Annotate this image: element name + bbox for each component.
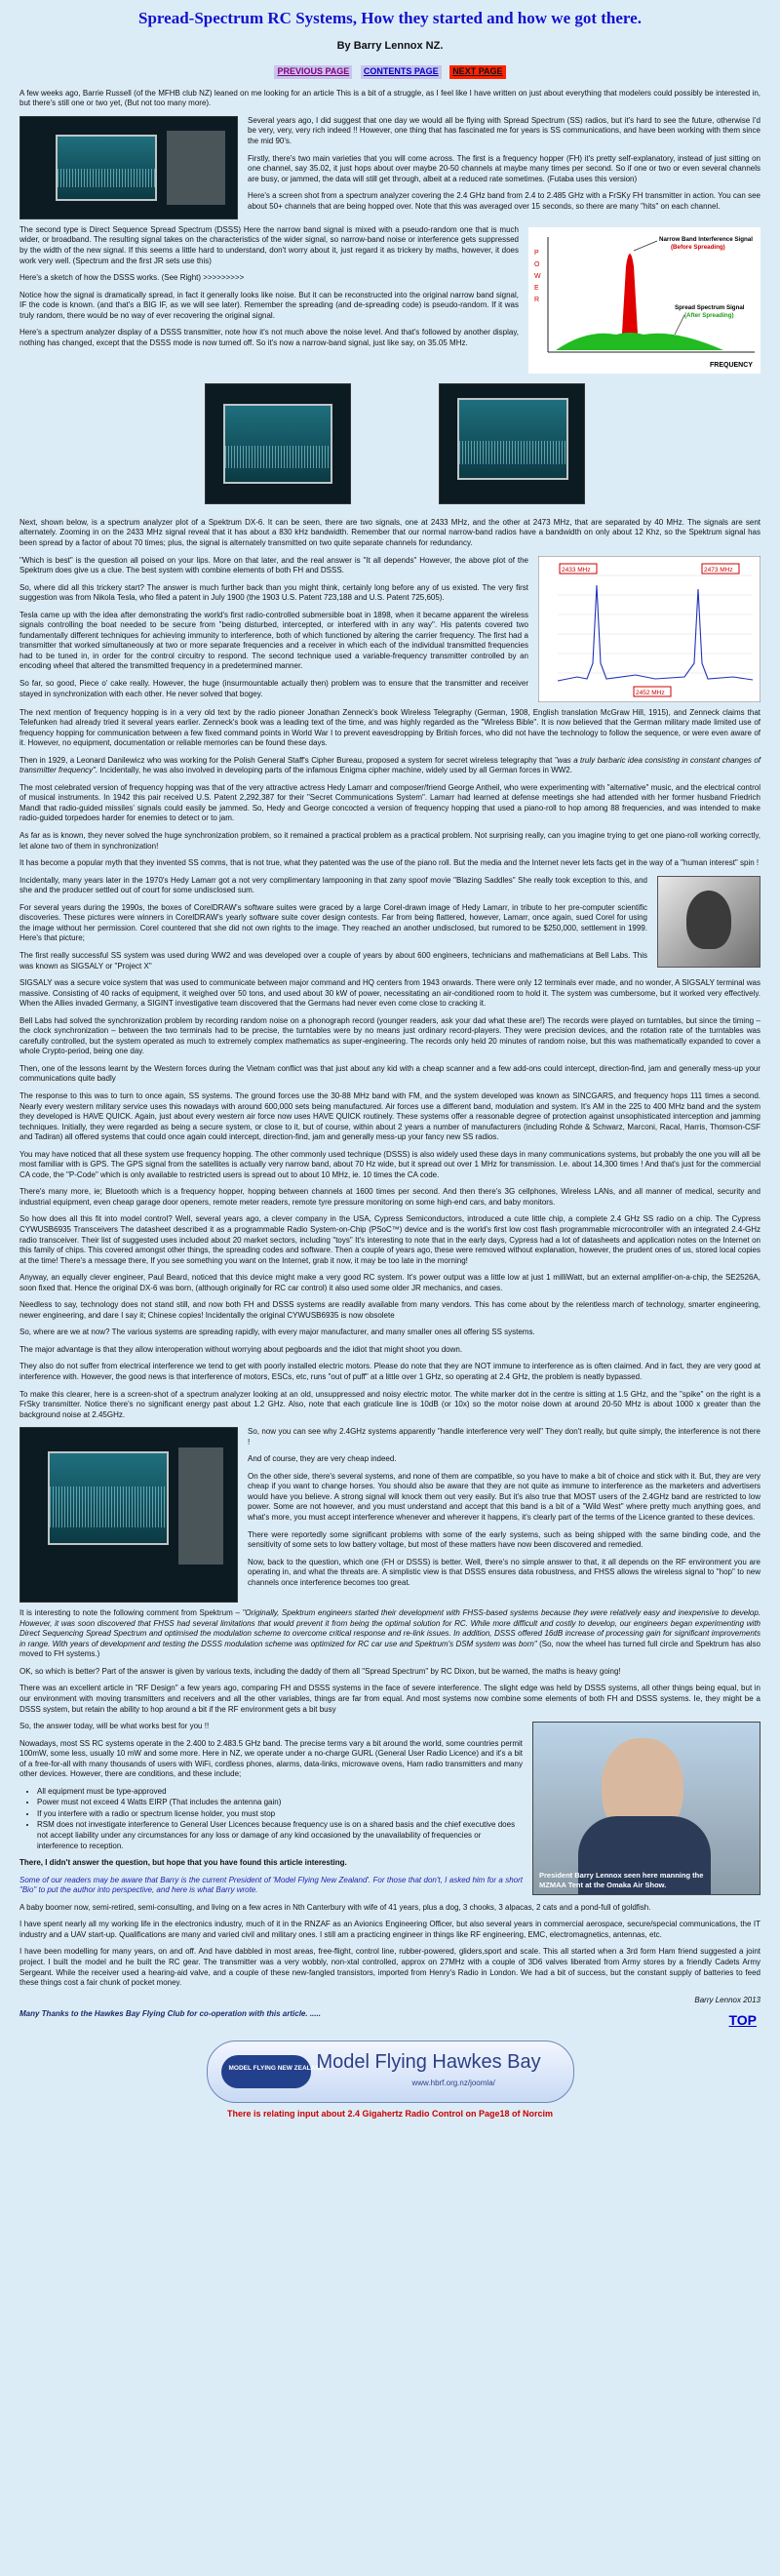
svg-text:E: E [534, 284, 539, 292]
paragraph: Bell Labs had solved the synchronization problem by recording random noise on a phonograph record (younger readers, ask your dad what these are!) The records were played on turntables, but since the timing – the clock synchronization – between the two terminals had to be precise, the turntables were by no means just ordinary record-players. They were precision devices, and the rotation rate of the turntables was carefully controlled, but the system operated as much to extremely complex mathematics as super-engineering. The records only held 20 minutes of random noise, but this was mathematically expanded to cover a whole Crypto-period, being one day. [20, 1015, 760, 1056]
list-item: • If you interfere with a radio or spectrum license holder, you must stop [37, 1809, 760, 1820]
paragraph: The major advantage is that they allow interoperation without worrying about pegboards and the idiot that might shoot you down. [20, 1344, 463, 1354]
paragraph: For several years during the 1990s, the boxes of CorelDRAW's software suites were graced by a large Corel-drawn image of Hedy Lamarr, in tribute to her pre-computer scientific discoveries. These pictures were winners in CorelDRAW's yearly software suite cover design contests. Far from being flattered, however, Lamarr, once again, sued Corel for using the image without her permission. Corel countered that she did not own rights to the image. They reached an another undisclosed, but rumored to be $250,000, settlement in 1999. Here's that picture; [20, 902, 647, 943]
paragraph: It has become a popular myth that they invented SS comms, that is not true, what they patented was the use of the piano roll. But the media and the Internet never lets facts get in the way of a "human interest" spin ! [20, 858, 760, 868]
paragraph: They also do not suffer from electrical interference we tend to get with poorly installed electric motors. Please do note that they are NOT immune to interference as is often claimed. And in fact, they are very good at interference with. However, the good news is that interference of motors, ESCs, etc, runs "out of puff" at a little over 1 GHz, so operating at 2.4 GHz, the problem is neatly bypassed. [20, 1362, 760, 1381]
paragraph: Then, one of the lessons learnt by the Western forces during the Vietnam conflict was that just about any kid with a cheap scanner and a few add-ons could intercept, direction-find, jam and generally mess-up your communications quite badly [20, 1063, 760, 1084]
paragraph: And of course, they are very cheap indeed. [248, 1454, 397, 1464]
footer-note: There is relating input about 2.4 Gigahertz Radio Control on Page18 of Norcim [226, 2109, 554, 2120]
paragraph-quote: "was a truly barbaric idea consisting in constant changes of transmitter frequency". [20, 755, 760, 775]
paragraph: I have been modelling for many years, on and off. And have dabbled in most areas, free-flight, control line, rubber-powered, gliders,sport and scale. This all started when a 3rd form Ham friend suggested a joint project. I built the model and he built the RC gear. The transmitter was a very wobbly, non-xtal controlled, approx on 27MHz with a couple of 3D6 valves liberated from Army stores by a friendly Cadets Army Sergeant. While the receiver used a hearing-aid valve, and a couple of these new-fangled transistors, imported from Henry's Radio in London. We had a bit of success, but the constant supply of batteries to feed these things cost a fair chunk of pocket money. [20, 1947, 760, 1988]
paragraph [20, 756, 760, 776]
signature: Barry Lennox 2013 [694, 1995, 760, 2004]
paragraph: Incidentally, many years later in the 1970's Hedy Lamarr got a not very complimentary lampooning in that zany spoof movie "Blazing Saddles" She really took exception to this, and she and the producer settled out of court for some undisclosed sum. [20, 875, 647, 895]
barry-lennox-photo [532, 1722, 760, 1895]
paragraph: As far as is known, they never solved the huge synchronization problem, so it remained a practical problem as a practical problem. Not surprising really, can you imagine trying to get one piano-roll working correctly, let alone two of them in synchronization! [20, 831, 760, 851]
motor-noise-photo [20, 1427, 238, 1603]
svg-text:O: O [534, 260, 540, 268]
marker-2452-label: 2452 MHz [636, 689, 665, 696]
banner-url: www.hbrf.org.nz/joomla/ [411, 2079, 495, 2088]
paragraph [20, 1608, 760, 1660]
paragraph: There were reportedly some significant problems with some of the early systems, such as being shipped with the same binding code, and the sensitivity of some sets to low battery voltage, but most of these matters have now been discovered and remedied. [248, 1529, 760, 1550]
paragraph: Notice how the signal is dramatically spread, in fact it generally looks like noise. But it can be reconstructed into the original narrow band signal, IF the code is known. (and that's a BIG IF, as we will see later). Remember the spreading (and de-spreading code) is pseudo-random. If it was truly random, there would be no way of ever recovering the original signal. [20, 290, 519, 320]
dsss-off-photo [439, 383, 585, 504]
paragraph: Next, shown below, is a spectrum analyzer plot of a Spektrum DX-6. It can be seen, there are two signals, one at 2433 MHz, and the other at 2473 MHz, that are separated by 40 MHz. The signals are sent alternately. Zooming in on the 2433 MHz signal reveal that it has about a 830 kHz bandwidth. Remember that our normal narrow-band radios have a bandwidth on only about 12 Khz, so the Spektrum signal has been spread by a factor of about 70 times; plus, the signal is alternately transmitted on two quite separate channels for redundancy. [20, 517, 760, 548]
photo-caption-2: MZMAA Tent at the Omaka Air Show. [539, 1881, 667, 1890]
paragraph: So, where are we at now? The various systems are spreading rapidly, with every major manufacturer, and many smaller ones all offering SS systems. [20, 1328, 535, 1337]
spektrum-quote: "Originally, Spektrum engineers started their development with FHSS-based systems because they were relatively easy and inexpensive to develop. However, it was soon discovered that FHSS had several limitations that would prevent it from being the optimal solution for RC. While more difficult and costly to develop, our engineers began experimenting with Direct Sequencing Spread Spectrum and optimised the modulation scheme to overcome critical response and re-link issues. In addition, DSSS offered 16dB increase of processing gain for significant improvements in range. With years of development and testing the DSSS modulation scheme was optimized for RC car use and Spektrum's DSM system was born" [20, 1608, 761, 1648]
paragraph: The next mention of frequency hopping is in a very old text by the radio pioneer Jonathan Zenneck's book Wireless Telegraphy (German, 1908, English translation McGraw Hill, 1915), and Zenneck claims that Telefunken had already tried it several years earlier. Zenneck's book was a leading text of the time, and was highly regarded as the "Wireless Bible". It is now believed that the German military made limited use of frequency hopping for communication between a few fixed command points in World War I to prevent eavesdropping by British forces, who did not have the technology to follow the sequence, or were even aware of it. However, no equipment, documentation or reliable memories can be found these days. [20, 707, 760, 748]
next-page-link[interactable]: NEXT PAGE [449, 65, 505, 79]
paragraph: OK, so which is better? Part of the answer is given by various texts, including the daddy of them all "Spread Spectrum" by RC Dixon, but be warned, the maths is heavy going! [20, 1666, 621, 1676]
paragraph: Tesla came up with the idea after demonstrating the world's first radio-controlled submersible boat in 1898, when it became apparent the wireless signals controlling the boat needed to be secure from "being disturbed, intercepted, or interfered with in any way". His patents covered two fundamentally different techniques for achieving immunity to interference, both of which functioned by altering the carrier frequency. The first had a transmitter that worked simultaneously at two or more separate frequencies and a receiver in which each of the individual transmitted frequencies had to be tuned in, in order for the control circuitry to respond. The second technique used a variable-frequency transmitter controlled by an encoding wheel that altered the transmitted frequency in a predetermined manner. [20, 610, 528, 671]
previous-page-link[interactable]: PREVIOUS PAGE [274, 65, 352, 79]
paragraph: Firstly, there's two main varieties that you will come across. The first is a frequency hopper (FH) it's pretty self-explanatory, instead of just sitting on one channel, say 35.02, it just hops about over maybe 20-50 channels at maybe many times per second. So if one or two or even several channels are busy, or jammed, the data will still get through, albeit at a reduced rate sometimes. (Futaba uses this version) [248, 153, 760, 183]
marker-2433-label: 2433 MHz [562, 566, 591, 574]
paragraph-text: Then in 1929, a Leonard Danilewicz who was working for the Polish General Staff's Cipher Bureau, proposed a system for secret wireless telegraphy that [20, 755, 553, 765]
list-item: • All equipment must be type-approved [37, 1787, 760, 1798]
svg-text:P: P [534, 249, 539, 257]
page-title: Spread-Spectrum RC Systems, How they started and how we got there. [138, 9, 642, 27]
frequency-axis-label: FREQUENCY [710, 361, 753, 369]
paragraph-text: Incidentally, he was also involved in developing parts of the infamous Enigma cipher machine, widely used by all German forces in WW2. [99, 766, 572, 775]
paragraph: Here's a spectrum analyzer display of a DSSS transmitter, note how it's not much above the noise level. And that's followed by another display, nothing has changed, except that the DSSS mode is now turned off. So it's now a narrow-band signal, just like say, on 35.05 MHz. [20, 328, 519, 347]
banner-title: Model Flying Hawkes Bay [316, 2051, 541, 2074]
paragraph: The most celebrated version of frequency hopping was that of the very attractive actress Hedy Lamarr and composer/friend George Antheil, who were experimenting with "alternative" music, and the electrical control of musical instruments. In 1942 this pair received U.S. Patent 2,292,387 for their "Secret Communications System". Lamarr had learned at defense meetings she had attended with her former husband Friedrich Mandl that radio-guided missiles' signals could easily be jammed. So, Hedy and George concocted a version of frequency hopping that used a piano-roll to hop among 88 frequencies, and was intended to make radio-guided torpedoes harder for enemies to detect or to jam. [20, 782, 760, 823]
paragraph: To make this clearer, here is a screen-shot of a spectrum analyzer looking at an old, unsuppressed and noisy electric motor. The white marker dot in the centre is sitting at 1.5 GHz, and the "spike" on the right is a FrSky transmitter. Notice there's no significant energy past about 1.2 GHz. Also, note that each graticule line is 10dB (or 10x) so the motor noise down at around 20-50 MHz is about 1000 x greater than the background noise at 2.45GHz. [20, 1389, 760, 1419]
paragraph: So how does all this fit into model control? Well, several years ago, a clever company in the USA, Cypress Semiconductors, introduced a cute little chip, a complete 2.4 GHz SS radio on a chip. The Cypress CYWUSB6935 Transceivers The datasheet described it as a programmable Radio System-on-Chip (PSoC™) device and is the world's first low cost flash programmable microcontroller with an integrated 2.4-GHz radio transceiver. Their list of suggested uses included about 20 market sectors, including "toys" It's interesting to note that in the early days, Cypress had a lot of datasheets and application notes on the Internet on this family of chips. This covered amongst other things, the spreading codes and software. Then a couple of years ago, these were removed without explanation, however, the prudent ones of us, stored local copies at the time! There's a message there, If you see something you want on the Internet, grab it now, it may be too late in the morning! [20, 1214, 760, 1265]
dsss-spread-label: Spread Spectrum Signal [675, 303, 745, 311]
dsss-narrow-label: Narrow Band Interference Signal [659, 235, 753, 243]
hedy-lamarr-portrait [657, 876, 760, 968]
paragraph: So far, so good, Piece o' cake really. However, the huge (insurmountable actually then) problem was to ensure that the transmitter and receiver stayed in synchronization with each other. He never solved that bogey. [20, 679, 528, 698]
fh-spectrum-photo [20, 116, 238, 219]
photo-caption-1: President Barry Lennox seen here manning the [539, 1871, 704, 1881]
paragraph: So, the answer today, will be what works best for you !! [20, 1722, 210, 1731]
dsss-on-photo [205, 383, 351, 504]
page-nav [20, 65, 760, 79]
dsss-narrow-label-2: (Before Spreading) [671, 243, 725, 251]
paragraph: So, now you can see why 2.4GHz systems apparently "handle interference very well" They don't really, but quite simply, the interference is not there ! [248, 1427, 760, 1447]
paragraph-text: It is interesting to note the following comment from Spektrum – [20, 1608, 240, 1618]
byline: By Barry Lennox NZ. [336, 40, 444, 53]
paragraph: The first really successful SS system was used during WW2 and was developed over a couple of years by about 600 engineers, technicians and mathematicians at Bell Labs. This was known as SIGSALY or "Project X" [20, 950, 647, 971]
dsss-spread-label-2: (After Spreading) [684, 311, 734, 319]
paragraph: You may have noticed that all these system use frequency hopping. The other commonly used technique (DSSS) is also widely used these days in many communications systems, but probably the one you will all be most familiar with is GPS. The GPS signal from the satellites is actually very narrow band, about 70 Hz wide, but it spread out over 1 MHz for transmission. I.e. about 14,300 times ! And that's just for the commercial CA code, the "P-Code" which is only available to restricted users is spread out to about 10 MHz, ie. 10 times the CA code. [20, 1149, 760, 1179]
svg-text:W: W [534, 272, 541, 280]
banner-badge: MODEL FLYING NEW ZEALAND [228, 2065, 325, 2073]
paragraph: Nowadays, most SS RC systems operate in the 2.400 to 2.483.5 GHz band. The precise terms vary a bit around the world, some countries permit 100mW, some less, usually 10 mW and some more. Here in NZ, we operate under a no-charge GURL (General User Radio Licence) and it's a bit of a free-for-all with many thousands of users with WiFi, cordless phones, alarms, data-links, microwave ovens, Ham radio transmitters and many other devices. However, there are conditions, and these include; [20, 1738, 523, 1779]
dsss-sketch [528, 227, 760, 374]
paragraph: "Which is best" is the question all poised on your lips. More on that later, and the real answer is "It all depends" However, the above plot of the Spektrum does give us a clue. The best system with combine elements of both FH and DSSS. [20, 555, 528, 575]
paragraph: There's many more, ie; Bluetooth which is a frequency hopper, hopping between channels at 1600 times per second. And then there's 3G cellphones, Wireless LANs, and all manner of medical, security and industrial equipment, even cheap garage door openers, remote meter readers, remote tyre pressure monitoring on some high-end cars, and baby monitors. [20, 1187, 760, 1207]
paragraph: Now, back to the question, which one (FH or DSSS) is better. Well, there's no simple answer to that, it all depends on the RF environment you are operating in, and what the threats are. A simplistic view is that DSSS ensures data robustness, and FHSS allows the wireless signal to "hop" to new channels once interference becomes too great. [248, 1557, 760, 1587]
paragraph: Needless to say, technology does not stand still, and now both FH and DSSS systems are readily available from many vendors. This has come about by the relentless march of technology, smarter engineering, newer engineering, and dare I say it; Chinese copies! Incidentally the original CYWUSB6935 is now obsolete [20, 1300, 760, 1320]
paragraph: A baby boomer now, semi-retired, semi-consulting, and living on a few acres in Nth Canterbury with wife of 41 years, plus a dog, 3 chooks, 3 alpacas, 2 cats and a pond-full of goldfish. [20, 1902, 651, 1912]
paragraph: I have spent nearly all my working life in the electronics industry, much of it in the RNZAF as an Avionics Engineering Officer, but also several years in commercial aerospace, secure/special communications, the IT industry and a UAV start-up. Qualifications are many and varied civil and military ones. I still am a practicing engineer in things like RF engineering, EMC, electromagnetics, antennas, etc. [20, 1920, 760, 1939]
article-page [20, 0, 760, 2120]
paragraph-text: (So, now the wheel has turned full circle and Spektrum has also moved to FH systems.) [20, 1639, 760, 1659]
marker-2473-label: 2473 MHz [704, 566, 733, 574]
svg-text:R: R [534, 296, 540, 303]
dx6-spectrum-plot [538, 556, 760, 702]
paragraph: The second type is Direct Sequence Spread Spectrum (DSSS) Here the narrow band signal is mixed with a pseudo-random one that is much wider, or broadband. The resulting signal takes on the characteristics of the wider signal, so narrow-band noise or interference gets suppressed by the width of the new signal. If this seems a little hard to understand, don't worry about it, just regard it as trickery by maths, however, it does work very well. (Spectrum and the first JR sets use this) [20, 224, 519, 265]
dsss-analyzer-photos [20, 383, 760, 510]
paragraph: A few weeks ago, Barrie Russell (of the MFHB club NZ) leaned on me looking for an article This is a bit of a struggle, as I feel like I have written on just about everything that modelers could possibly be interested in, but there's still one or two yet, (But not too many more). [20, 88, 760, 108]
paragraph: On the other side, there's several systems, and none of them are compatible, so you have to make a bit of choice and stick with it. But, they are very cheap if you want to change horses. You should also be aware that they are not quite as immune to interference as the marketers and advertisers would have you believe. A strong signal will knock them out very easily. But it's also true that MOST users of the 2.4GHz band are restricted to low power. Some are not however, and you must understand and accept that this band is a bit of a "Wild West" where pretty much anything goes, and what's more, you must accept interference whenever and wherever it happens, it's clearly part of the terms of the Licence granted to these devices. [248, 1471, 760, 1523]
paragraph: SIGSALY was a secure voice system that was used to communicate between major command and HQ centers from 1943 onwards. There were only 12 terminals ever made, and no wonder, A SIGSALY terminal was massive. Consisting of 40 racks of equipment, it weighed over 50 tons, and used about 30 kW of power, necessitating an air-conditioned room to hold it. The system was cumbersome, but it worked very effectively. When the Allies invaded Germany, a SIGINT investigative team discovered that the Germans had never even come close to cracking it. [20, 978, 760, 1009]
paragraph: The response to this was to turn to once again, SS systems. The ground forces use the 30-88 MHz band with FM, and the system developed was known as SINCGARS, and frequency hops 111 times a second. Nearly every western military service uses this nowadays with around 600,000 sets being manufactured. Air forces use a different band, modulation and system. It's AM in the 225 to 400 MHz band and the system they developed is HAVE QUICK. Again, just about every western air force now uses HAVE QUICK routinely. These systems offer a reasonable degree of protection against unsophisticated interception and jamming techniques. Initially, they were regarded as being a secure system, or close to it, but of course, within about 2 years a number of manufacturers (including Rohde & Schwarz, Marconi, Racal, Harris, Thomson-CSF and Tadiran) all offered systems that could once again could intercept, direction-find, jam and generally mess-up your fancy new SS radios. [20, 1090, 760, 1142]
paragraph: Anyway, an equally clever engineer, Paul Beard, noticed that this device might make a very good RC system. It's power output was a little low at just 1 milliWatt, but an external amplifier-on-a-chip, the SE2526A, soon fixed that. Hence the original DX-6 was born, (although originally for RC car control) it also used some older JR mechanics, and cases. [20, 1273, 760, 1292]
list-item: • RSM does not investigate interference to General User Licences because frequency use is on a shared basis and the chief executive does not accept liability under any circumstances for any loss or damage of any kind occasioned by the unavailability of frequencies or interference to reception. [37, 1820, 760, 1851]
list-item: • Power must not exceed 4 Watts EIRP (That includes the antenna gain) [37, 1798, 760, 1808]
hawkes-bay-banner[interactable] [207, 2041, 574, 2103]
paragraph: Here's a sketch of how the DSSS works. (See Right) >>>>>>>>> [20, 273, 245, 283]
paragraph: Here's a screen shot from a spectrum analyzer covering the 2.4 GHz band from 2.4 to 2.485 GHz with a FrSKy FH transmitter in action. You can see about 50+ channels that are being hopped over. Note that this was averaged over 15 seconds, so there are many "hits" on each channel. [248, 191, 760, 211]
contents-page-link[interactable]: CONTENTS PAGE [361, 65, 442, 79]
bio-intro: Some of our readers may be aware that Barry is the current President of 'Model Flying New Zealand'. For those that don't, I asked him for a short "Bio" to put the author into perspective, and here is what Barry wrote. [20, 1875, 523, 1895]
top-link[interactable]: TOP [728, 2012, 757, 2029]
paragraph: Several years ago, I did suggest that one day we would all be flying with Spread Spectrum (SS) radios, but it's hard to see the future, otherwise I'd be very, very, very rich indeed !! However, one thing that has fascinated me for years is SS communications, and have been working with them since the mid 90's. [248, 115, 760, 146]
paragraph: There was an excellent article in "RF Design" a few years ago, comparing FH and DSSS systems in the face of severe interference. The slight edge was held by DSSS systems, all other things being equal, but in our environment with moving transmitters and receivers and all the other variables, things are far from equal. And most systems now combine some elements of both FH and DSSS systems. Ie, they might be a DSSS system, but retain the ability to hop around a bit if the RF environment gets a bit busy [20, 1684, 760, 1714]
paragraph: So, where did all this trickery start? The answer is much further back than you might think, certainly long before any of us existed. The very first suggestion was from Nikola Tesla, who filed a patent in July 1900 (the 1903 U.S. Patent 723,188 and U.S. Patent 725,605). [20, 582, 528, 603]
conclusion: There, I didn't answer the question, but hope that you have found this article interesting. [20, 1858, 347, 1868]
thanks-note: Many Thanks to the Hawkes Bay Flying Club for co-operation with this article. ..... [20, 2009, 321, 2019]
